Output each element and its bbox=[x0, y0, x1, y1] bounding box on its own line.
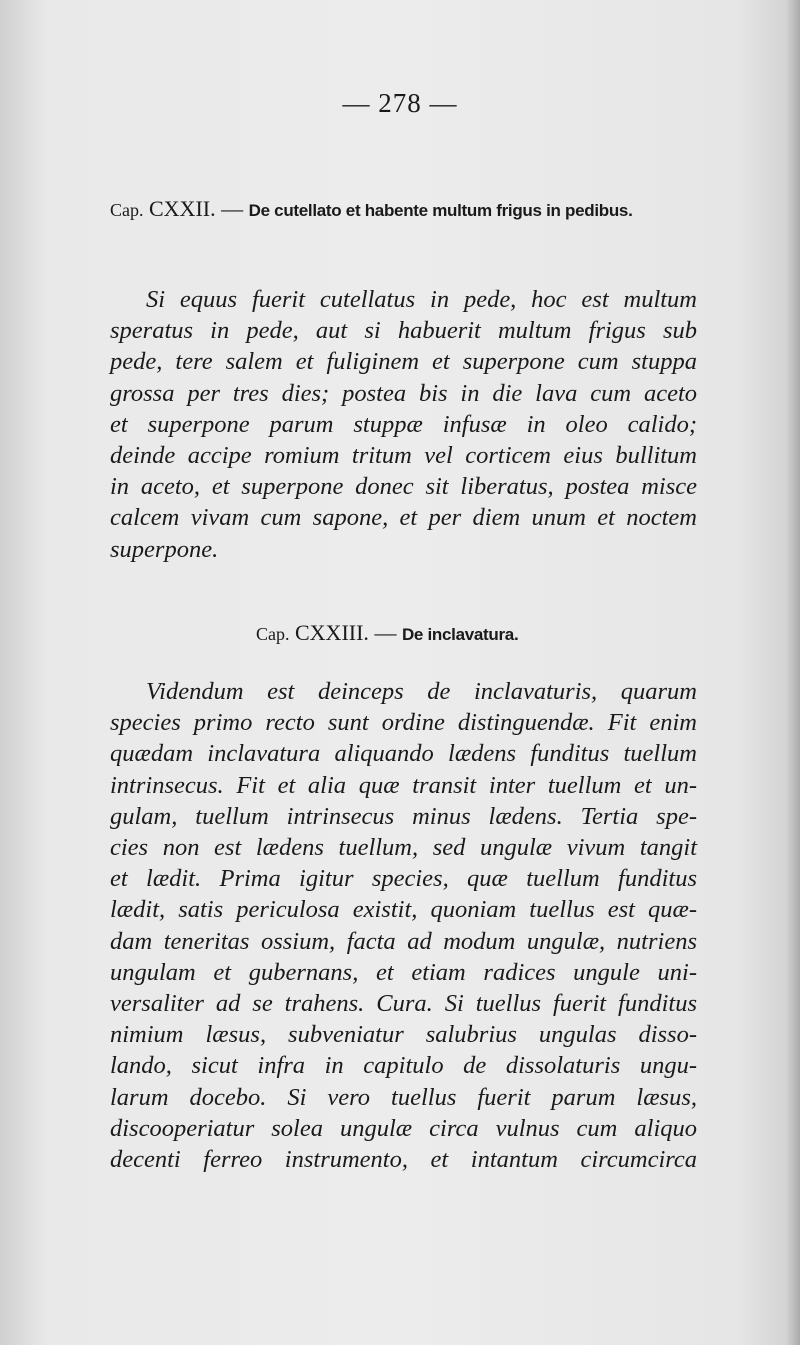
text-line: pede, tere salem et fuliginem et superpone cum stuppa bbox=[110, 348, 697, 376]
chapter-heading bbox=[110, 196, 633, 222]
chapter-title: De inclavatura. bbox=[401, 625, 519, 644]
text-line: lando, sicut infra in capitulo de dissolaturis ungu- bbox=[110, 1052, 697, 1080]
text-line: Videndum est deinceps de inclavaturis, quarum bbox=[146, 678, 697, 705]
chapter-title: De cutellato et habente multum frigus in pedibus. bbox=[248, 201, 633, 220]
chapter-cap-label: Cap. bbox=[110, 200, 144, 220]
chapter-number: CXXII. bbox=[149, 196, 216, 221]
text-line: calcem vivam cum sapone, et per diem unum et noctem bbox=[110, 504, 697, 532]
chapter-dash: — bbox=[374, 620, 397, 645]
text-line: Si equus fuerit cutellatus in pede, hoc est multum bbox=[146, 286, 697, 313]
chapter-dash: — bbox=[221, 196, 244, 221]
text-line: quædam inclavatura aliquando lædens funditus tuellum bbox=[110, 740, 697, 768]
chapter-body-text bbox=[110, 284, 697, 565]
text-line: grossa per tres dies; postea bis in die lava cum aceto bbox=[110, 379, 697, 407]
text-line: deinde accipe romium tritum vel corticem eius bullitum bbox=[110, 442, 697, 470]
text-line: dam teneritas ossium, facta ad modum ungulæ, nutriens bbox=[110, 927, 697, 955]
text-line: intrinsecus. Fit et alia quæ transit inter tuellum et un- bbox=[110, 771, 697, 799]
text-line: et superpone parum stuppæ infusæ in oleo calido; bbox=[110, 410, 697, 438]
text-line: species primo recto sunt ordine distinguendæ. Fit enim bbox=[110, 709, 697, 737]
text-line: larum docebo. Si vero tuellus fuerit parum læsus, bbox=[110, 1083, 697, 1111]
text-line: nimium læsus, subveniatur salubrius ungulas disso- bbox=[110, 1021, 697, 1049]
page-number: — 278 — bbox=[342, 88, 458, 118]
chapter-cap-label: Cap. bbox=[256, 624, 290, 644]
text-line: superpone. bbox=[110, 535, 219, 563]
chapter-number: CXXIII. bbox=[295, 620, 369, 645]
text-line: speratus in pede, aut si habuerit multum frigus sub bbox=[110, 317, 697, 345]
text-line: decenti ferreo instrumento, et intantum circumcirca bbox=[110, 1146, 697, 1174]
text-line: ungulam et gubernans, et etiam radices ungule uni- bbox=[110, 958, 697, 986]
text-line: versaliter ad se trahens. Cura. Si tuellus fuerit funditus bbox=[110, 990, 697, 1018]
text-line: discooperiatur solea ungulæ circa vulnus cum aliquo bbox=[110, 1114, 697, 1142]
text-line: in aceto, et superpone donec sit liberatus, postea misce bbox=[110, 473, 697, 501]
chapter-body-text bbox=[110, 676, 697, 1175]
text-line: et lædit. Prima igitur species, quæ tuellum funditus bbox=[110, 865, 697, 893]
chapter-heading bbox=[256, 620, 518, 646]
text-line: lædit, satis periculosa existit, quoniam tuellus est quæ- bbox=[110, 896, 697, 924]
text-line: cies non est lædens tuellum, sed ungulæ vivum tangit bbox=[110, 834, 697, 862]
text-line: gulam, tuellum intrinsecus minus lædens. Tertia spe- bbox=[110, 802, 697, 830]
